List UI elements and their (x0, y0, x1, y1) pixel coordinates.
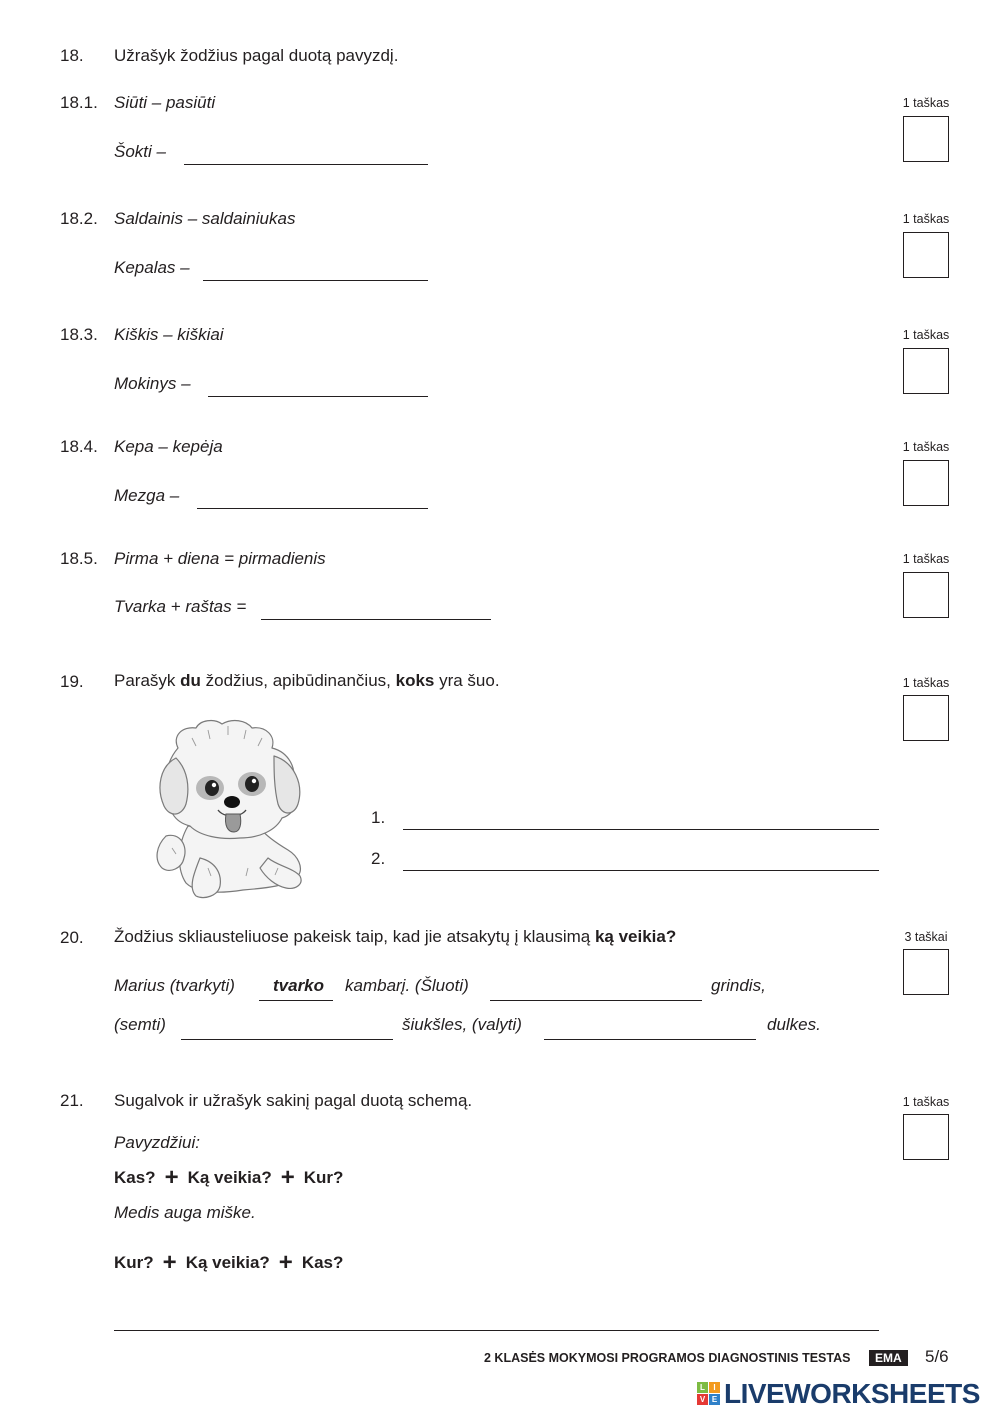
example-pair: Kiškis – kiškiai (114, 325, 224, 344)
answer-label: 2. (371, 849, 386, 868)
prompt-word: Mezga – (114, 486, 180, 505)
filled-answer: tvarko (273, 976, 325, 995)
sentence-part: grindis, (711, 976, 766, 995)
question-instruction: Parašyk du žodžius, apibūdinančius, koks yra šuo. (114, 671, 500, 690)
sentence-scheme: Kas? + Ką veikia? + Kur? (114, 1164, 344, 1191)
liveworksheets-logo[interactable] (697, 1378, 997, 1410)
points-label: 1 taškas (902, 96, 950, 110)
score-box (903, 232, 949, 278)
logo-wordmark: LIVEWORKSHEETS (724, 1378, 980, 1409)
score-box (903, 460, 949, 506)
sentence-part: Marius (tvarkyti) (114, 976, 235, 995)
example-pair: Saldainis – saldainiukas (114, 209, 296, 228)
answer-line[interactable] (403, 829, 879, 830)
prompt-word: Šokti – (114, 142, 166, 161)
answer-line (259, 1000, 333, 1001)
answer-line[interactable] (490, 1000, 702, 1001)
points-label: 3 taškai (904, 930, 948, 944)
question-instruction: Sugalvok ir užrašyk sakinį pagal duotą schemą. (114, 1091, 473, 1110)
answer-line[interactable] (114, 1330, 879, 1331)
points-label: 1 taškas (902, 212, 950, 226)
points-label: 1 taškas (902, 440, 950, 454)
points-label: 1 taškas (902, 552, 950, 566)
example-pair: Kepa – kepėja (114, 437, 223, 456)
subquestion-number: 18.1. (60, 93, 98, 112)
points-label: 1 taškas (902, 676, 950, 690)
ema-badge: EMA (869, 1350, 908, 1366)
points-label: 1 taškas (902, 328, 950, 342)
subquestion-number: 18.5. (60, 549, 98, 568)
answer-line[interactable] (184, 164, 428, 165)
answer-line[interactable] (403, 870, 879, 871)
score-box (903, 949, 949, 995)
answer-line[interactable] (261, 619, 491, 620)
question-instruction: Užrašyk žodžius pagal duotą pavyzdį. (114, 46, 399, 65)
logo-tiles-icon: L I V E (697, 1382, 721, 1406)
question-number: 20. (60, 928, 84, 947)
example-sentence: Medis auga miške. (114, 1203, 256, 1222)
page-number: 5/6 (925, 1347, 949, 1366)
points-label: 1 taškas (902, 1095, 950, 1109)
question-instruction: Žodžius skliausteliuose pakeisk taip, kad jie atsakytų į klausimą ką veikia? (114, 927, 677, 946)
sentence-scheme: Kur? + Ką veikia? + Kas? (114, 1249, 344, 1276)
score-box (903, 1114, 949, 1160)
sentence-part: šiukšles, (valyti) (402, 1015, 522, 1034)
score-box (903, 572, 949, 618)
puppy-illustration (148, 718, 310, 900)
footer-title: 2 KLASĖS MOKYMOSI PROGRAMOS DIAGNOSTINIS TESTAS (484, 1351, 851, 1365)
question-number: 21. (60, 1091, 84, 1110)
sentence-part: kambarį. (Šluoti) (345, 976, 469, 995)
subquestion-number: 18.4. (60, 437, 98, 456)
answer-line[interactable] (544, 1039, 756, 1040)
prompt-word: Kepalas – (114, 258, 190, 277)
question-number: 18. (60, 46, 84, 65)
sentence-part: dulkes. (767, 1015, 821, 1034)
sentence-part: (semti) (114, 1015, 166, 1034)
score-box (903, 695, 949, 741)
question-number: 19. (60, 672, 84, 691)
score-box (903, 116, 949, 162)
example-pair: Pirma + diena = pirmadienis (114, 549, 326, 568)
answer-line[interactable] (197, 508, 428, 509)
subquestion-number: 18.2. (60, 209, 98, 228)
answer-line[interactable] (181, 1039, 393, 1040)
prompt-word: Mokinys – (114, 374, 191, 393)
example-pair: Siūti – pasiūti (114, 93, 216, 112)
example-label: Pavyzdžiui: (114, 1133, 200, 1152)
score-box (903, 348, 949, 394)
answer-line[interactable] (208, 396, 428, 397)
subquestion-number: 18.3. (60, 325, 98, 344)
answer-label: 1. (371, 808, 386, 827)
prompt-word: Tvarka + raštas = (114, 597, 247, 616)
answer-line[interactable] (203, 280, 428, 281)
